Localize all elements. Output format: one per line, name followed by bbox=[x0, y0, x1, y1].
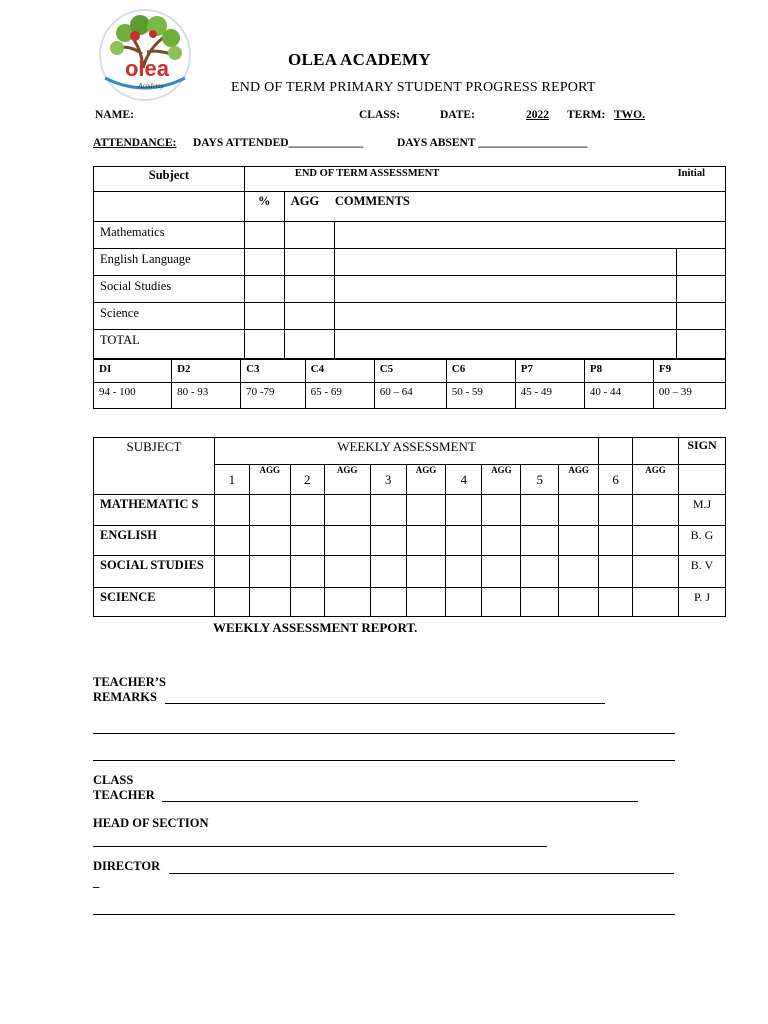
agg-label: AGG bbox=[324, 465, 370, 495]
grade-range: 00 – 39 bbox=[653, 383, 725, 409]
week-number: 1 bbox=[214, 465, 249, 495]
grade-scale-table bbox=[93, 359, 726, 409]
name-label: NAME: bbox=[95, 109, 134, 121]
grade-range: 80 - 93 bbox=[172, 383, 241, 409]
week-number: 4 bbox=[446, 465, 482, 495]
weekly-assessment-table bbox=[93, 437, 726, 617]
sign-cell: B. V bbox=[678, 556, 725, 588]
grade-code: D2 bbox=[172, 360, 241, 383]
grade-range: 94 - 100 bbox=[94, 383, 172, 409]
sign-cell: P. J bbox=[678, 588, 725, 617]
weekly-assessment-header: WEEKLY ASSESSMENT bbox=[214, 438, 598, 465]
total-cell: TOTAL bbox=[94, 330, 245, 359]
school-name: OLEA ACADEMY bbox=[288, 50, 431, 69]
grade-code: P8 bbox=[584, 360, 653, 383]
term-label: TERM: bbox=[567, 109, 606, 121]
grade-code: DI bbox=[94, 360, 172, 383]
agg-label: AGG bbox=[559, 465, 599, 495]
director-label: DIRECTOR bbox=[93, 859, 161, 873]
comments-header: COMMENTS bbox=[334, 194, 410, 208]
class-teacher-line[interactable] bbox=[162, 801, 638, 802]
grade-code: C5 bbox=[374, 360, 446, 383]
agg-label: AGG bbox=[406, 465, 446, 495]
week-number: 3 bbox=[370, 465, 406, 495]
days-attended: DAYS ATTENDED_____________ bbox=[193, 137, 364, 149]
grade-range: 70 -79 bbox=[241, 383, 306, 409]
agg-header: AGG bbox=[290, 194, 320, 208]
teachers-remarks-label-1: TEACHER’S bbox=[93, 675, 166, 689]
week-number: 6 bbox=[599, 465, 633, 495]
report-title: END OF TERM PRIMARY STUDENT PROGRESS REPORT bbox=[231, 80, 596, 95]
class-label: CLASS: bbox=[359, 109, 400, 121]
director-line-2[interactable] bbox=[93, 914, 675, 915]
subject-cell: Social Studies bbox=[94, 276, 245, 303]
head-of-section-label: HEAD OF SECTION bbox=[93, 816, 209, 830]
term-assessment-table bbox=[93, 166, 726, 359]
subject-header: Subject bbox=[94, 167, 245, 192]
agg-label: AGG bbox=[633, 465, 679, 495]
subject-cell: Mathematics bbox=[94, 222, 245, 249]
term-value: TWO. bbox=[614, 109, 645, 121]
grade-code: C3 bbox=[241, 360, 306, 383]
teachers-remarks-label-2: REMARKS bbox=[93, 690, 157, 704]
class-teacher-label-1: CLASS bbox=[93, 773, 134, 787]
weekly-subject: SOCIAL STUDIES bbox=[94, 556, 215, 588]
weekly-caption: WEEKLY ASSESSMENT REPORT. bbox=[213, 620, 418, 635]
sign-header: SIGN bbox=[678, 438, 725, 465]
grade-range: 40 - 44 bbox=[584, 383, 653, 409]
head-of-section-line[interactable] bbox=[93, 846, 547, 847]
sign-cell: B. G bbox=[678, 526, 725, 556]
percent-header: % bbox=[244, 192, 284, 222]
week-number: 2 bbox=[290, 465, 324, 495]
date-label: DATE: bbox=[440, 109, 475, 121]
director-dash: _ bbox=[93, 875, 100, 889]
year-value: 2022 bbox=[526, 109, 549, 121]
remarks-line[interactable] bbox=[165, 703, 605, 704]
grade-range: 50 - 59 bbox=[446, 383, 515, 409]
sign-cell: M.J bbox=[678, 495, 725, 526]
weekly-subject: MATHEMATIC S bbox=[94, 495, 215, 526]
svg-text:Academy: Academy bbox=[138, 82, 164, 90]
class-teacher-label-2: TEACHER bbox=[93, 788, 155, 802]
agg-label: AGG bbox=[482, 465, 521, 495]
weekly-subject: ENGLISH bbox=[94, 526, 215, 556]
grade-code: P7 bbox=[515, 360, 584, 383]
grade-range: 65 - 69 bbox=[305, 383, 374, 409]
weekly-subject-header: SUBJECT bbox=[94, 438, 215, 495]
agg-label: AGG bbox=[249, 465, 290, 495]
week-number: 5 bbox=[521, 465, 559, 495]
attendance-label: ATTENDANCE: bbox=[93, 137, 177, 149]
director-line[interactable] bbox=[169, 873, 674, 874]
grade-range: 45 - 49 bbox=[515, 383, 584, 409]
days-absent: DAYS ABSENT ___________________ bbox=[397, 137, 588, 149]
subject-cell: English Language bbox=[94, 249, 245, 276]
subject-cell: Science bbox=[94, 303, 245, 330]
weekly-subject: SCIENCE bbox=[94, 588, 215, 617]
remarks-line[interactable] bbox=[93, 733, 675, 734]
remarks-line[interactable] bbox=[93, 760, 675, 761]
initial-header: Initial bbox=[677, 168, 705, 179]
assessment-header: END OF TERM ASSESSMENT bbox=[294, 168, 440, 179]
grade-code: F9 bbox=[653, 360, 725, 383]
grade-code: C4 bbox=[305, 360, 374, 383]
grade-range: 60 – 64 bbox=[374, 383, 446, 409]
svg-text:olea: olea bbox=[124, 56, 170, 81]
grade-code: C6 bbox=[446, 360, 515, 383]
